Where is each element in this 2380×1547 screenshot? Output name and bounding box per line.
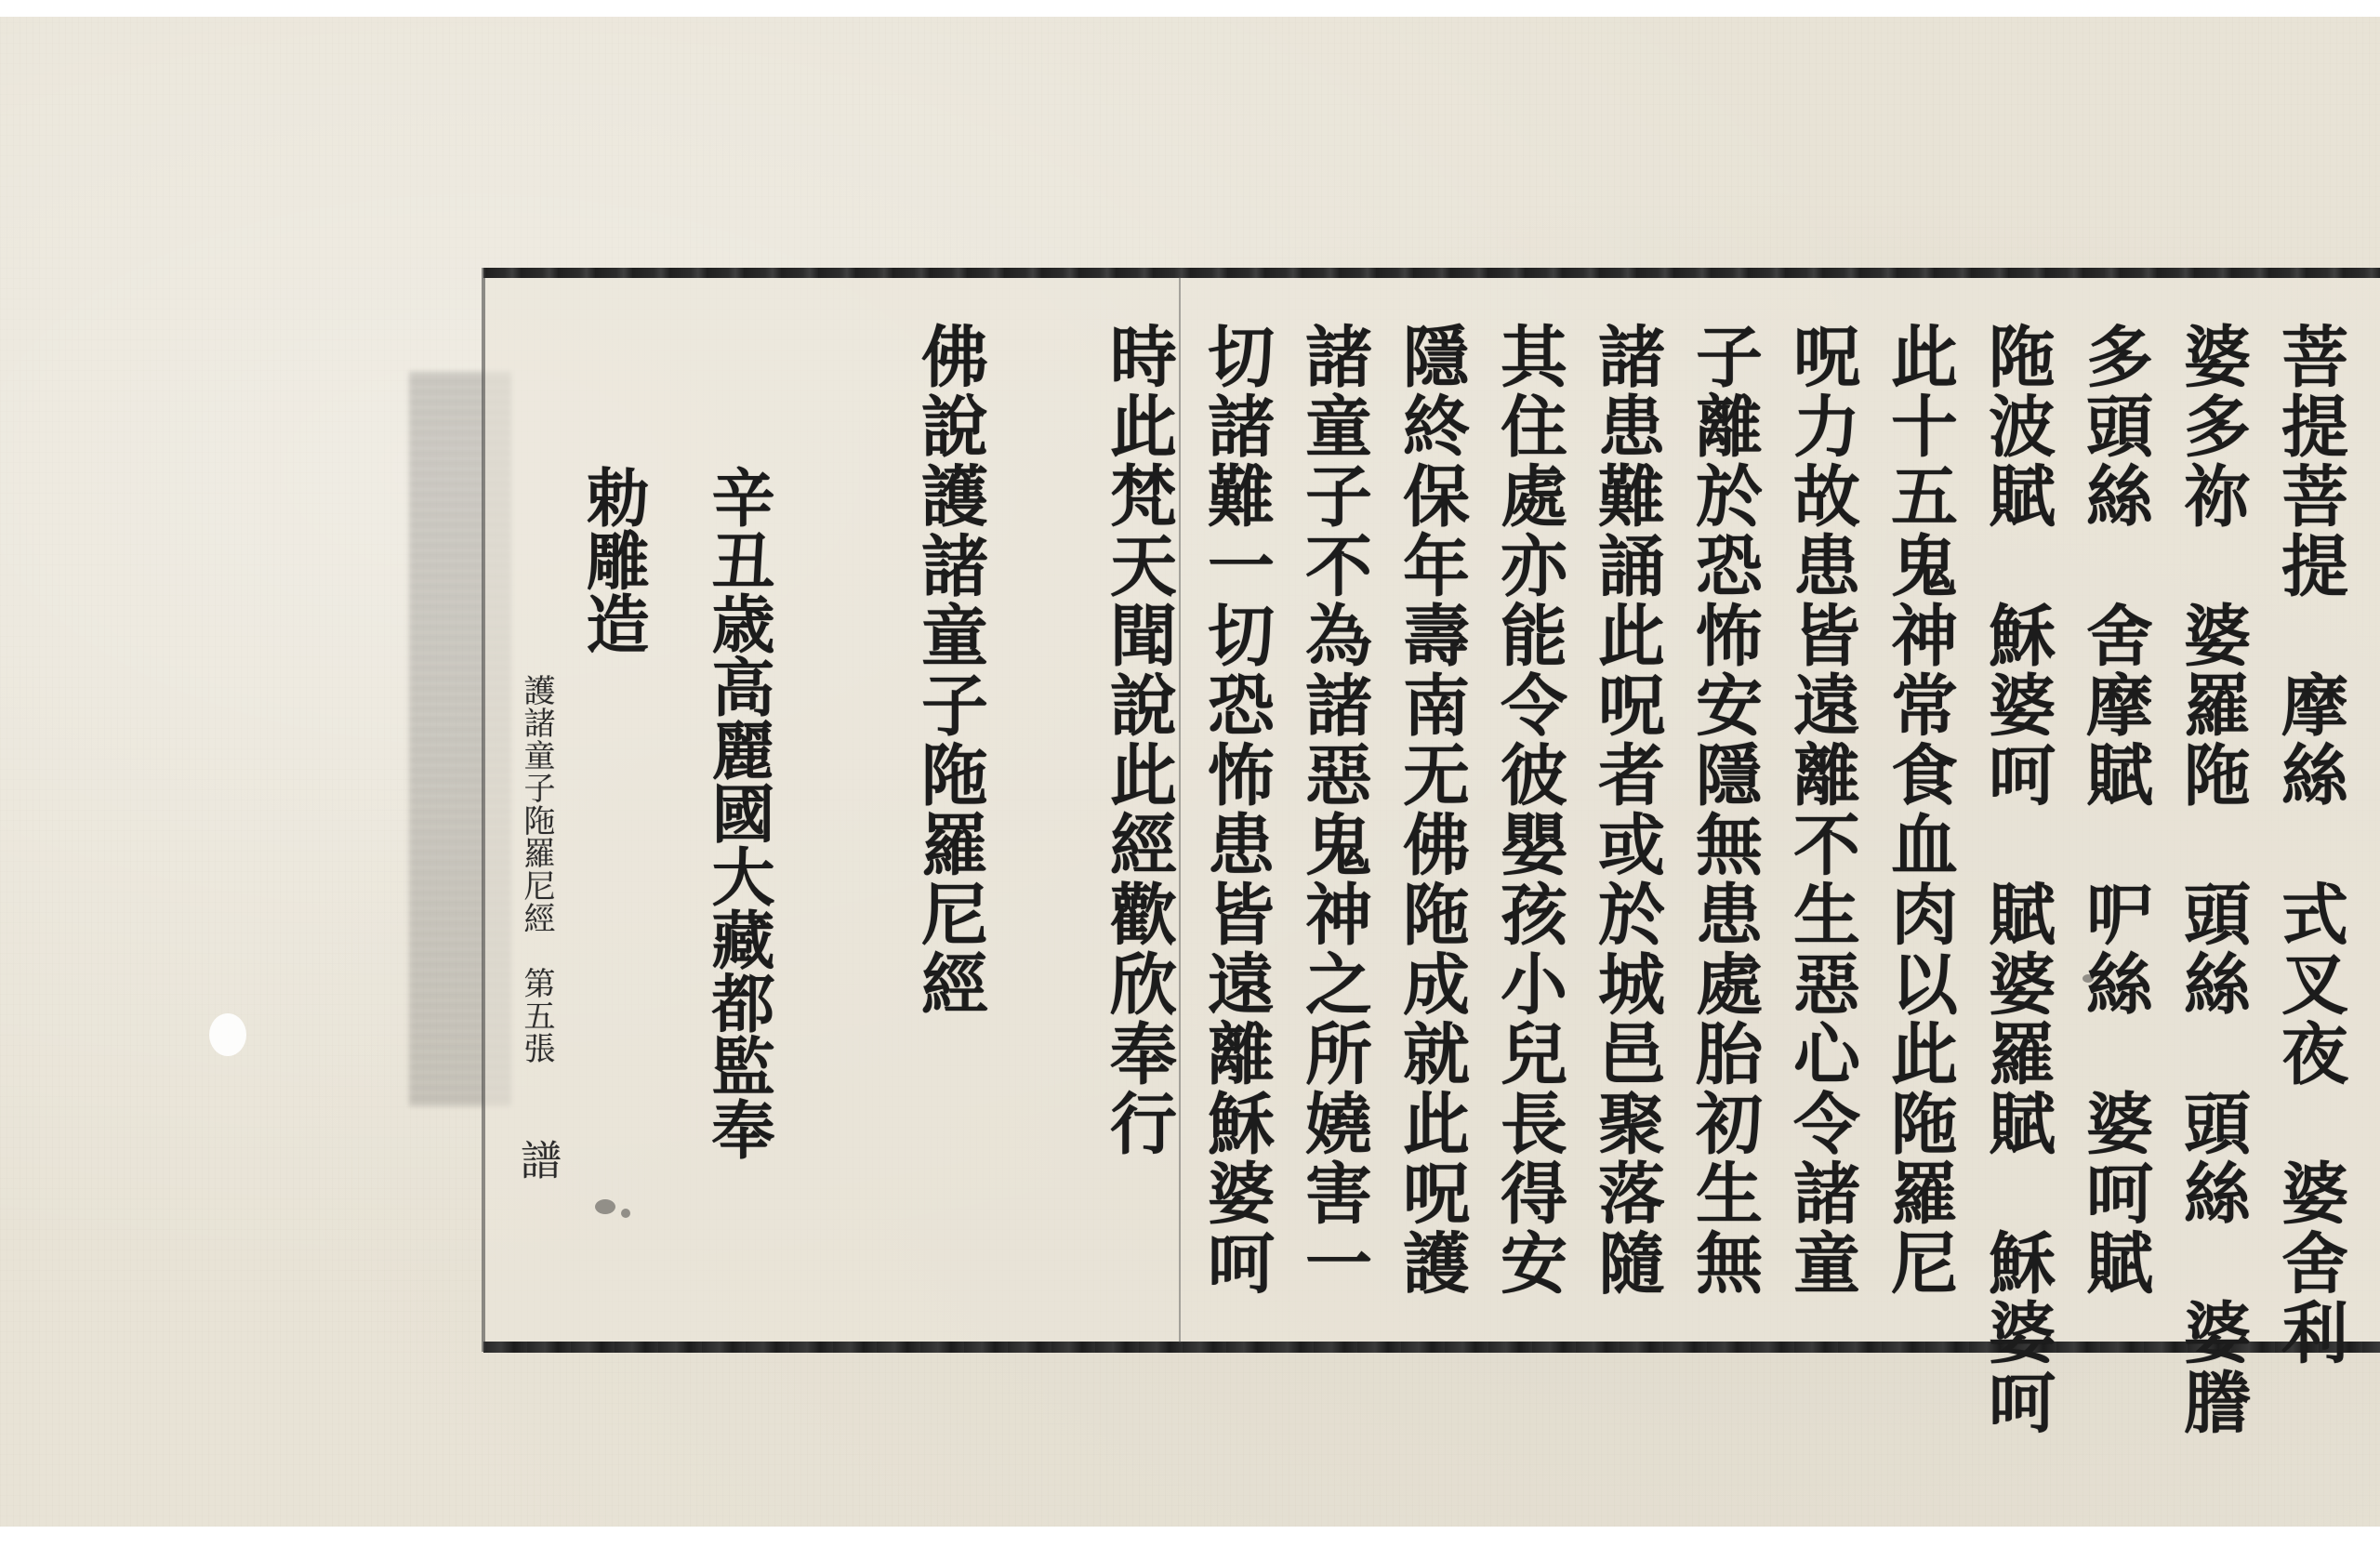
text-column-9: 其住處亦能令彼嬰孩小兒長得安 [1489, 322, 1568, 1298]
text-column-7: 子離於恐怖安隱無患處胎初生無 [1685, 322, 1764, 1298]
ink-speck [621, 1209, 630, 1218]
text-column-5: 此十五鬼神常食血肉以此陁羅尼 [1880, 322, 1959, 1298]
top-border-rule [483, 268, 2380, 278]
margin-mark: 譜 [513, 1139, 561, 1180]
center-fold-line [1179, 277, 1181, 1342]
text-column-13: 時此梵天聞說此經歡欣奉行 [1099, 322, 1178, 1158]
text-column-6: 呪力故患皆遠離不生惡心令諸童 [1782, 322, 1861, 1298]
sutra-title: 佛說護諸童子陁羅尼經 [910, 322, 989, 1019]
text-column-8: 諸患難誦此呪者或於城邑聚落隨 [1587, 322, 1666, 1298]
text-column-10: 隱終保年壽南无佛陁成就此呪護 [1392, 322, 1471, 1298]
ink-speck [2082, 974, 2094, 983]
left-border-rule [482, 268, 485, 1352]
colophon-line-2: 勅雕造 [575, 465, 650, 654]
text-column-2: 婆多祢 婆羅陁 頭絲 頭絲 婆謄 [2173, 322, 2252, 1437]
text-column-12: 切諸難一切恐怖患皆遠離穌婆呵 [1197, 322, 1276, 1298]
paper-hole [209, 1013, 246, 1056]
text-column-1: 菩提菩提 摩絲 式叉夜 婆舍利 [2270, 322, 2349, 1368]
text-column-11: 諸童子不為諸惡鬼神之所嬈害一 [1294, 322, 1373, 1298]
colophon-line-1: 辛丑歳高麗國大藏都監奉 [701, 465, 775, 1160]
bottom-border-rule [483, 1342, 2380, 1353]
text-column-3: 多頭絲 舍摩賦 㕧絲 婆呵賦 [2075, 322, 2154, 1298]
text-column-4: 陁波賦 穌婆呵 賦婆羅賦 穌婆呵 [1977, 322, 2056, 1437]
ink-speck [595, 1199, 615, 1214]
margin-label: 護諸童子陁羅尼經 第五張 [518, 674, 555, 1064]
